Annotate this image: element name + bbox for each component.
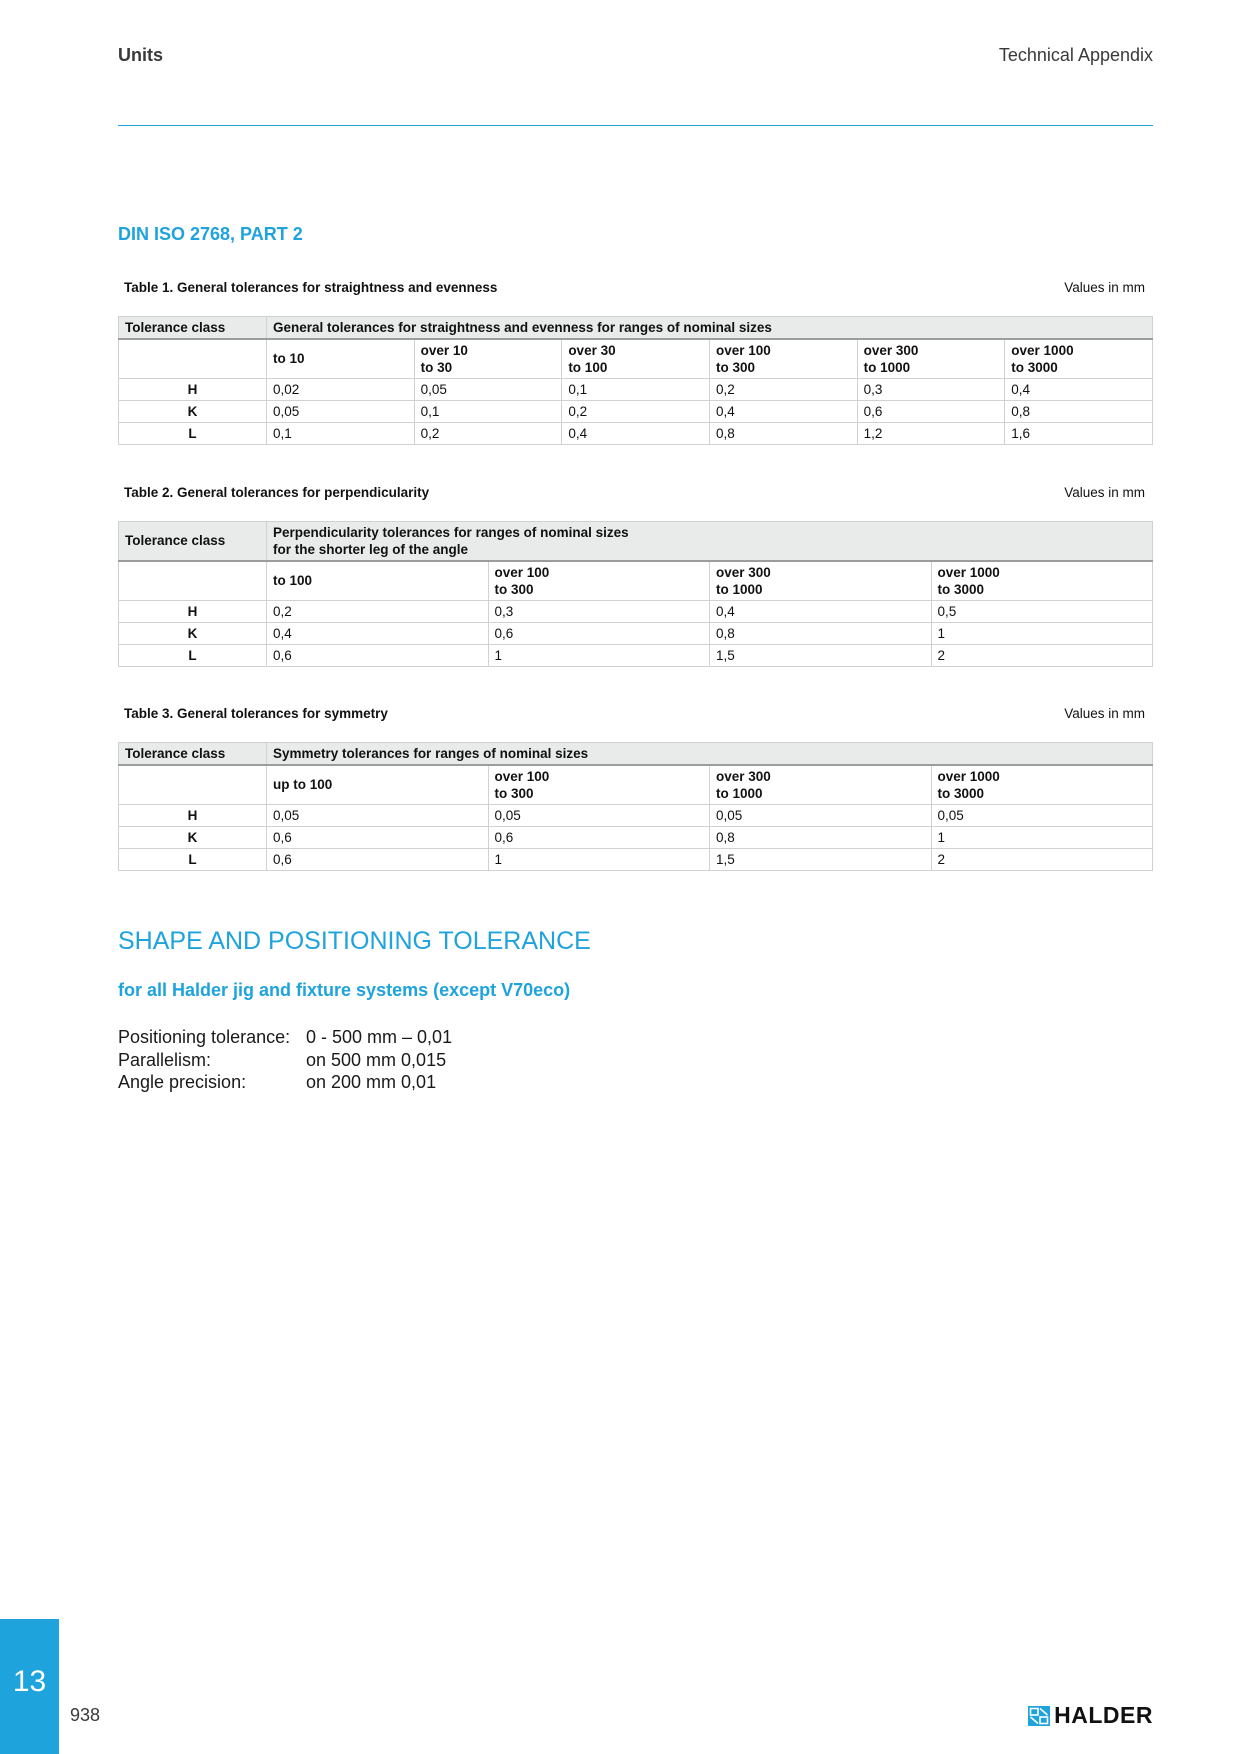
range-header: over 1000 to 3000 <box>931 765 1153 805</box>
table2-perpendicularity <box>118 521 1153 667</box>
table1-caption: Table 1. General tolerances for straightness and evenness <box>124 280 498 295</box>
spec-value: on 500 mm 0,015 <box>306 1049 447 1070</box>
table-cell: 0,8 <box>710 622 932 644</box>
empty-cell <box>119 561 267 601</box>
table-cell: 1 <box>488 644 710 666</box>
table-cell: 1,5 <box>710 848 932 870</box>
spec-row <box>118 1026 452 1049</box>
section-heading: DIN ISO 2768, PART 2 <box>118 224 303 244</box>
range-header-row <box>119 339 1153 379</box>
table-header-row <box>119 317 1153 339</box>
table-cell: 0,1 <box>267 422 415 444</box>
tolerance-class: K <box>119 400 267 422</box>
range-header: over 10 to 30 <box>414 339 562 379</box>
table-cell: 0,2 <box>709 378 857 400</box>
table-row <box>119 400 1153 422</box>
range-header: over 300 to 1000 <box>857 339 1005 379</box>
range-header: over 300 to 1000 <box>710 765 932 805</box>
spec-value: on 200 mm 0,01 <box>306 1072 437 1092</box>
shape-section-heading: SHAPE AND POSITIONING TOLERANCE <box>118 927 591 955</box>
group-header: Perpendicularity tolerances for ranges of nominal sizes for the shorter leg of the angle <box>267 522 1153 561</box>
table-row <box>119 644 1153 666</box>
spec-label: Parallelism: <box>118 1049 212 1070</box>
table-cell: 0,05 <box>710 804 932 826</box>
range-header: over 1000 to 3000 <box>931 561 1153 601</box>
table-cell: 0,8 <box>709 422 857 444</box>
table-cell: 0,02 <box>267 378 415 400</box>
range-header: over 100 to 300 <box>488 765 710 805</box>
table-cell: 0,6 <box>267 826 489 848</box>
table-cell: 1,2 <box>857 422 1005 444</box>
group-header: Symmetry tolerances for ranges of nominal sizes <box>267 743 1153 765</box>
table-cell: 0,1 <box>562 378 710 400</box>
halder-logo <box>1028 1702 1153 1729</box>
tolerance-class-header: Tolerance class <box>119 317 267 339</box>
halder-logo-text: HALDER <box>1054 1702 1153 1728</box>
range-header-row <box>119 561 1153 601</box>
table-cell: 0,05 <box>488 804 710 826</box>
tolerance-class-header: Tolerance class <box>119 522 267 561</box>
table-row <box>119 826 1153 848</box>
table3-unit: Values in mm <box>1064 706 1145 721</box>
table-cell: 0,6 <box>267 644 489 666</box>
table-cell: 1,5 <box>710 644 932 666</box>
tolerance-class: H <box>119 600 267 622</box>
range-header: over 100 to 300 <box>709 339 857 379</box>
table-cell: 2 <box>931 644 1153 666</box>
range-header: up to 100 <box>267 765 489 805</box>
table-cell: 0,2 <box>414 422 562 444</box>
chapter-tab <box>0 1619 59 1754</box>
table1-straightness <box>118 316 1153 445</box>
range-header: over 300 to 1000 <box>710 561 932 601</box>
page-number: 938 <box>70 1705 101 1725</box>
table-row <box>119 600 1153 622</box>
table-cell: 0,6 <box>267 848 489 870</box>
table-cell: 0,4 <box>267 622 489 644</box>
table-cell: 1,6 <box>1005 422 1153 444</box>
spec-list <box>118 1026 452 1094</box>
tolerance-class: L <box>119 422 267 444</box>
table-cell: 0,6 <box>857 400 1005 422</box>
spec-value: 0 - 500 mm – 0,01 <box>306 1027 453 1047</box>
table-cell: 0,8 <box>1005 400 1153 422</box>
spec-row <box>118 1049 452 1072</box>
table-row <box>119 804 1153 826</box>
header-document-title: Technical Appendix <box>998 45 1153 65</box>
range-header: over 100 to 300 <box>488 561 710 601</box>
table-cell: 0,6 <box>488 826 710 848</box>
table-cell: 0,2 <box>562 400 710 422</box>
table-row <box>119 422 1153 444</box>
table-cell: 0,3 <box>488 600 710 622</box>
empty-cell <box>119 765 267 805</box>
table2-caption: Table 2. General tolerances for perpendicularity <box>124 485 430 500</box>
tolerance-class: H <box>119 804 267 826</box>
table-cell: 0,3 <box>857 378 1005 400</box>
tolerance-class-header: Tolerance class <box>119 743 267 765</box>
header-divider <box>118 125 1153 126</box>
table-cell: 0,05 <box>267 400 415 422</box>
group-header: General tolerances for straightness and evenness for ranges of nominal sizes <box>267 317 1153 339</box>
range-header: over 1000 to 3000 <box>1005 339 1153 379</box>
table-cell: 0,4 <box>710 600 932 622</box>
spec-label: Positioning tolerance: <box>118 1027 291 1047</box>
table-cell: 0,05 <box>267 804 489 826</box>
range-header-row <box>119 765 1153 805</box>
table-cell: 0,4 <box>1005 378 1153 400</box>
spec-label: Angle precision: <box>118 1072 247 1092</box>
shape-section-subheading: for all Halder jig and fixture systems (except V70eco) <box>118 980 571 1000</box>
table-cell: 1 <box>931 826 1153 848</box>
table-header-row <box>119 522 1153 561</box>
chapter-number: 13 <box>12 1665 47 1698</box>
header-section-label: Units <box>118 45 163 65</box>
table-header-row <box>119 743 1153 765</box>
tolerance-class: H <box>119 378 267 400</box>
table-row <box>119 622 1153 644</box>
halder-logo-icon <box>1028 1706 1050 1726</box>
table-cell: 0,1 <box>414 400 562 422</box>
table3-caption: Table 3. General tolerances for symmetry <box>124 706 388 721</box>
table-cell: 0,4 <box>562 422 710 444</box>
table-row <box>119 378 1153 400</box>
tolerance-class: L <box>119 644 267 666</box>
range-header: to 100 <box>267 561 489 601</box>
table2-unit: Values in mm <box>1064 485 1145 500</box>
tolerance-class: K <box>119 826 267 848</box>
table3-symmetry <box>118 742 1153 871</box>
table-cell: 1 <box>931 622 1153 644</box>
table-cell: 0,05 <box>931 804 1153 826</box>
table-cell: 0,4 <box>709 400 857 422</box>
tolerance-class: K <box>119 622 267 644</box>
spec-row <box>118 1071 452 1094</box>
table-row <box>119 848 1153 870</box>
table-cell: 2 <box>931 848 1153 870</box>
range-header: to 10 <box>267 339 415 379</box>
table1-unit: Values in mm <box>1064 280 1145 295</box>
table-cell: 0,2 <box>267 600 489 622</box>
table-cell: 0,6 <box>488 622 710 644</box>
empty-cell <box>119 339 267 379</box>
table-cell: 0,05 <box>414 378 562 400</box>
range-header: over 30 to 100 <box>562 339 710 379</box>
table-cell: 1 <box>488 848 710 870</box>
table-cell: 0,5 <box>931 600 1153 622</box>
table-cell: 0,8 <box>710 826 932 848</box>
tolerance-class: L <box>119 848 267 870</box>
